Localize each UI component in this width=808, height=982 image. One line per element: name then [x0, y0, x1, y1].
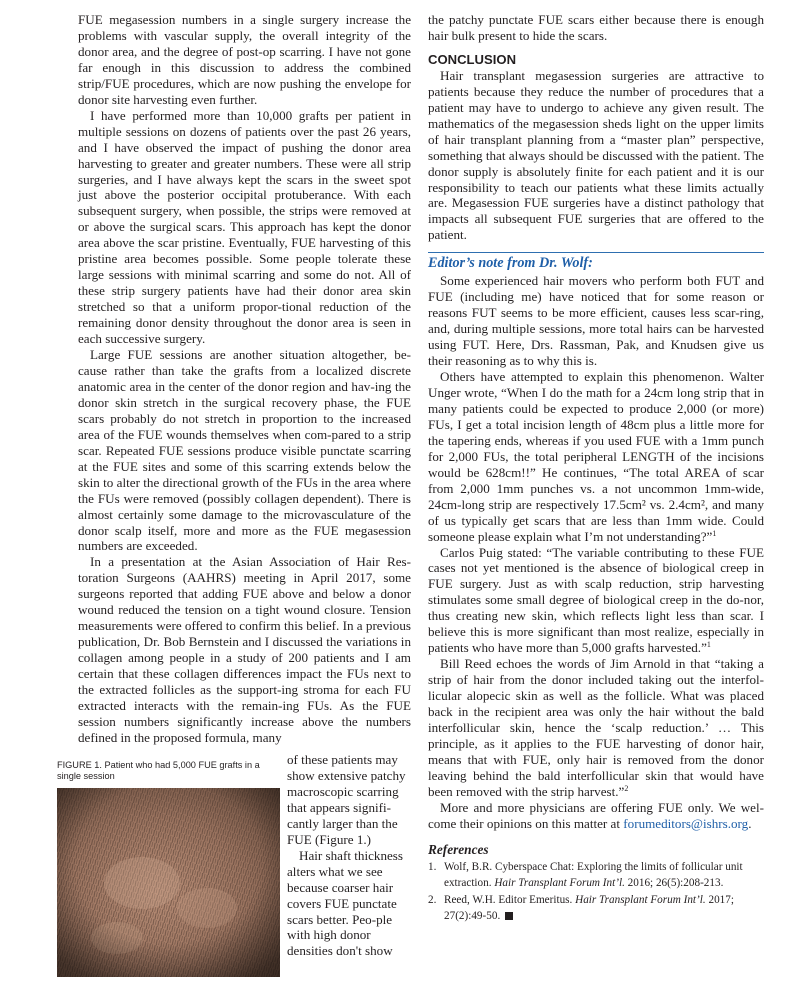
body-paragraph: I have performed more than 10,000 grafts per patient in multiple sessions on dozens of patients over the past 26 years, and I have observed the impact of pushing the donor area harvesting to greater and greater numbers. These were all strip surgeries, and I have always kept the scars in the sweet spot just above the posterior occipital protuberance. With each subsequent surgery, when possible, the strips were removed at or above the surgical scars. This approach has kept the donor area above the scar pristine. Eventually, FUE harvesting of this pristine area becomes possible. Some people tolerate these large sessions with minimal scarring and some do not. All of these strip surgery patients have had their donor area skin stretched so that a uniform propor-tional reduction of the remaining donor density throughout the donor area is seen in each successive surgery.: [78, 107, 411, 347]
reference-citation: 2017; 27(2):49-50.: [444, 893, 734, 923]
end-of-article-mark: [505, 912, 513, 920]
figure-wrap-text: [287, 752, 411, 959]
citation-mark: 1: [706, 640, 711, 650]
editor-paragraph: [428, 369, 764, 544]
body-paragraph: of these patients may show extensive patchy macroscopic scarring that appears signifi-cantly larger than the FUE (Figure 1.): [287, 752, 406, 847]
reference-text: Reed, W.H. Editor Emeritus.: [444, 893, 573, 906]
editor-paragraph: Some experienced hair movers who perform both FUT and FUE (including me) have noticed that for some reason or reasons FUT seems to be more efficient, causes less scar-ring, and, during multiple sessions, more total hairs can be harvested using FUT. Here, Drs. Rassman, Pak, and Knudsen give us their reasoning as to why this is.: [428, 273, 764, 369]
conclusion-paragraph: Hair transplant megasession surgeries are attractive to patients because they reduce the number of procedures that a patient may have to undergo to achieve any given result. The mathematics of the megasession sheds light on the upper limits of hair transplant planning from a “master plan” perspective, something that always should be discussed with the patient. The donor supply is absolutely finite for each patient and it is our responsibility to teach our patients what these limits actually are. Megasession FUE surgeries have a distinct pathology that impacts all subsequent FUE surgeries that are offered to the patient.: [428, 67, 764, 243]
reference-number: 2.: [428, 893, 437, 906]
paragraph-text: Others have attempted to explain this phenomenon. Walter Unger wrote, “When I do the math for a 24cm long strip that in many patients could be expected to produce 2,000 (or more) FUs, I get a total incision length of 48cm plus a little more for the tapering ends, whereas if you used FUE with a 1mm punch for 2,000 FUs, the total peripheral LENGTH of the incisions would be 628cm!!” He continues, “The total AREA of scar from 2,000 1mm punches vs. a not uncommon 1mm-wide, 24cm-long strip are respectively 17.5cm² vs. 2.4cm², and many of us typically get scars that are less than 1mm wide. Could someone please explain what I’m not understanding?”: [428, 369, 764, 544]
reference-text: Wolf, B.R. Cyberspace Chat: Exploring the limits of follicular unit extraction.: [444, 860, 743, 890]
reference-item: [428, 892, 764, 925]
closing-text: More and more physicians are offering FUE only. We wel-come their opinions on this matter at: [428, 799, 764, 831]
section-divider: [428, 252, 764, 253]
conclusion-heading: CONCLUSION: [428, 51, 517, 67]
body-paragraph: Large FUE sessions are another situation altogether, be-cause rather than take the grafts from a localized discrete anatomic area in the center of the donor region and hav-ing the donor skin stretch in the surgical recovery phase, the FUE scars probably do not stretch in proportion to the increased area of the FUE wounds themselves when com-pared to a strip scar. Repeated FUE sessions produce visible punctate scarring at the FUE sites and some of this scarring extends below the skin to alter the directional growth of the FUs in the area where the FUs were removed (possibly collagen dependent). There is almost certainly some damage to the microvasculature of the donor scalp itself, more and more as the FUE megasession numbers are exceeded.: [78, 347, 411, 554]
paragraph-text: Bill Reed echoes the words of Jim Arnold in that “taking a strip of hair from the donor included taking out the interfol-licular alopecic skin as well as the follicle. What was placed back in the recipient area was only the hair without the bald interfollicular skin, hence the ‘scalp reduction.’ … This principle, as it applies to the FUE harvesting of donor hair, means that with FUE, only hair is removed from the donor leaving behind the bald interfollicular skin that would have been removed with the strip harvest.”: [428, 656, 764, 799]
reference-citation: 2016; 26(5):208-213.: [627, 877, 724, 890]
body-paragraph: Hair shaft thickness alters what we see because coarser hair covers FUE punctate scars better. Peo-ple with high donor densities don't show: [287, 847, 403, 959]
closing-period: .: [748, 815, 752, 831]
editor-paragraph: [428, 656, 764, 800]
editor-paragraph: [428, 545, 764, 657]
left-column: [78, 12, 411, 746]
editor-paragraph: [428, 800, 764, 832]
scalp-photo: [57, 788, 280, 977]
citation-mark: 2: [624, 783, 629, 793]
email-link[interactable]: forumeditors@ishrs.org: [623, 815, 749, 831]
citation-mark: 1: [712, 528, 717, 538]
body-paragraph: In a presentation at the Asian Association of Hair Res-toration Surgeons (AAHRS) meeting in April 2017, some surgeons reported that adding FUE above and below a donor wound reduced the tension on a tight wound closure. Tension measurements were offered to confirm this belief. In a previous publication, Dr. Bob Bernstein and I discussed the variations in collagen among people in a study of 200 patients and I am certain that these collagen differences impact the FUs next to the extracted follicles as the support-ing stroma for each FU extracted interacts with the remain-ing FUs. As the FUE session numbers significantly increase above the numbers defined in the proposed formula, many: [78, 554, 411, 745]
body-paragraph: FUE megasession numbers in a single surgery increase the problems with vascular supply, the overall integrity of the donor area, and the degree of post-op scarring. I have not gone far enough in this discussion to address the combined strip/FUE procedures, which are now pushing the envelope for donor site harvesting even further.: [78, 12, 411, 107]
editor-note-heading: Editor’s note from Dr. Wolf:: [428, 255, 593, 272]
right-column: [428, 12, 764, 925]
body-paragraph: the patchy punctate FUE scars either because there is enough hair bulk present to hide the scars.: [428, 12, 764, 43]
reference-journal: Hair Transplant Forum Int’l.: [575, 893, 706, 906]
reference-journal: Hair Transplant Forum Int’l.: [494, 877, 625, 890]
figure-1: [57, 760, 280, 982]
paragraph-text: Carlos Puig stated: “The variable contributing to these FUE cases not yet mentioned is the absence of biological creep in FUE surgery. Just as with scalp reduction, strip harvesting stimulates some small degree of biological creep in the do-nor, thus creating new skin, which reflects light less than scar. I believe this is more significant than most realize, especially in patients who have more than 5,000 grafts harvested.”: [428, 544, 764, 656]
reference-number: 1.: [428, 860, 437, 873]
references-heading: References: [428, 841, 489, 857]
reference-item: [428, 859, 764, 892]
figure-caption: FIGURE 1. Patient who had 5,000 FUE grafts in a single session: [57, 760, 260, 781]
